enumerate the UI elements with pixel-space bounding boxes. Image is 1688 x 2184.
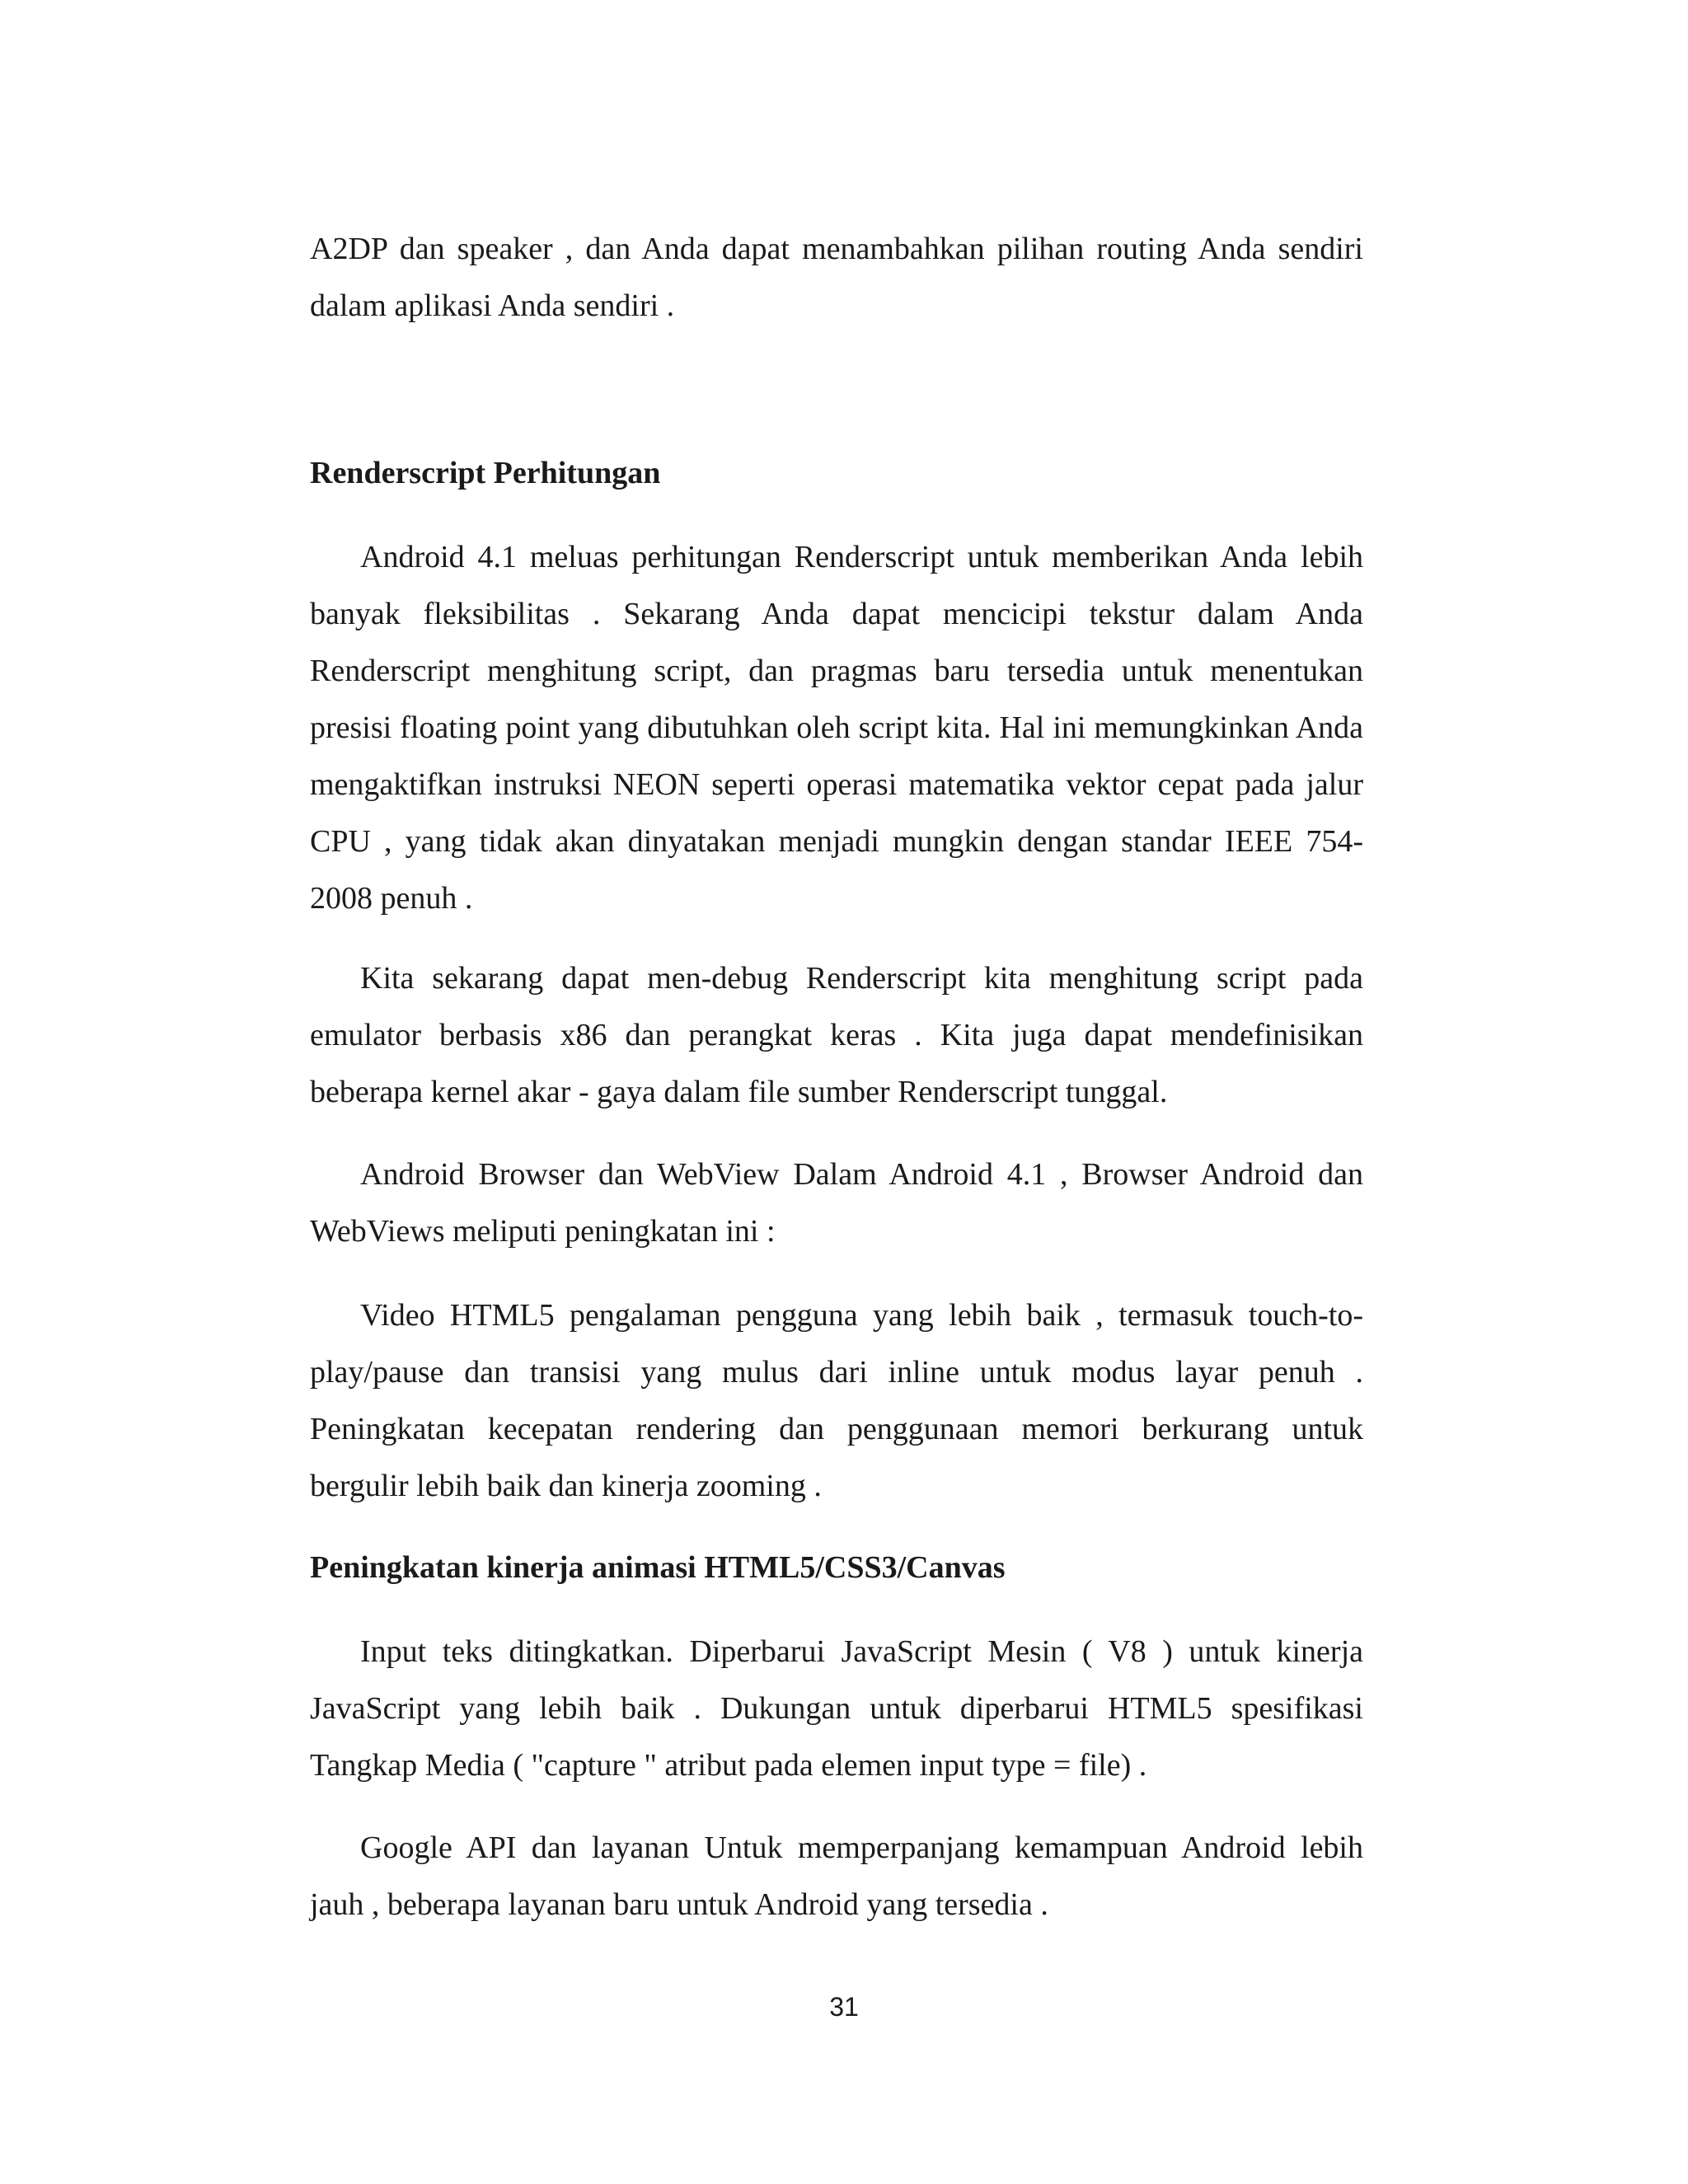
paragraph-android-browser-webview: Android Browser dan WebView Dalam Android 4.1 , Browser Android dan WebViews meliputi peningkatan ini : [310,1157,1363,1249]
paragraph-renderscript-debug: Kita sekarang dapat men-debug Renderscript kita menghitung script pada emulator berbasis x86 dan perangkat keras . Kita juga dapat mendefinisikan beberapa kernel akar - gaya dalam file sumber Renderscript tunggal. [310,961,1363,1109]
paragraph-a2dp-routing: A2DP dan speaker , dan Anda dapat menambahkan pilihan routing Anda sendiri dalam aplikasi Anda sendiri . [310,232,1363,323]
paragraph-input-teks: Input teks ditingkatkan. Diperbarui JavaScript Mesin ( V8 ) untuk kinerja JavaScript yang lebih baik . Dukungan untuk diperbarui HTML5 spesifikasi Tangkap Media ( "capture " atribut pada elemen input type = file) . [310,1634,1363,1783]
paragraph-video-html5: Video HTML5 pengalaman pengguna yang lebih baik , termasuk touch-to-play/pause dan transisi yang mulus dari inline untuk modus layar penuh . Peningkatan kecepatan rendering dan penggunaan memori berkurang untuk bergulir lebih baik dan kinerja zooming . [310,1298,1363,1503]
heading-renderscript-perhitungan: Renderscript Perhitungan [310,456,661,490]
paragraph-renderscript-android-41: Android 4.1 meluas perhitungan Renderscript untuk memberikan Anda lebih banyak fleksibilitas . Sekarang Anda dapat mencicipi tekstur dalam Anda Renderscript menghitung script, dan pragmas baru tersedia untuk menentukan presisi floating point yang dibutuhkan oleh script kita. Hal ini memungkinkan Anda mengaktifkan instruksi NEON seperti operasi matematika vektor cepat pada jalur CPU , yang tidak akan dinyatakan menjadi mungkin dengan standar IEEE 754-2008 penuh . [310,540,1363,916]
paragraph-google-api: Google API dan layanan Untuk memperpanjang kemampuan Android lebih jauh , beberapa layanan baru untuk Android yang tersedia . [310,1830,1363,1922]
heading-peningkatan-kinerja-animasi: Peningkatan kinerja animasi HTML5/CSS3/Canvas [310,1550,1006,1585]
page-number: 31 [829,1992,859,2022]
